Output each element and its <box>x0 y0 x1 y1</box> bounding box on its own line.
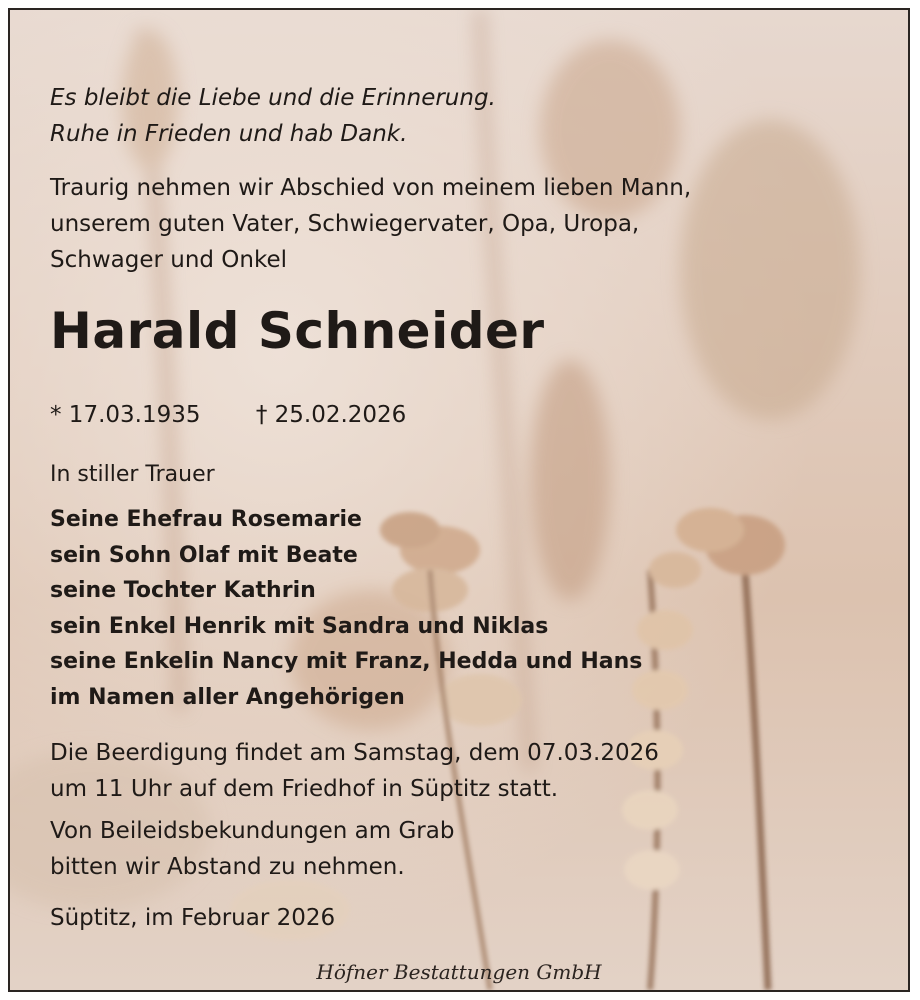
funeral-notice <box>50 735 659 807</box>
family-list <box>50 502 642 715</box>
motto <box>50 80 496 152</box>
funeral-line: Die Beerdigung findet am Samstag, dem 07.03.2026 <box>50 740 659 766</box>
birth-date: * 17.03.1935 <box>50 402 201 428</box>
farewell-intro <box>50 170 691 278</box>
family-member: Seine Ehefrau Rosemarie <box>50 507 362 532</box>
intro-line: unserem guten Vater, Schwiegervater, Opa, Uropa, <box>50 211 640 237</box>
undertaker-signature: Höfner Bestattungen GmbH <box>316 960 602 984</box>
family-member: sein Sohn Olaf mit Beate <box>50 542 358 568</box>
motto-line: Ruhe in Frieden und hab Dank. <box>50 121 408 147</box>
condolence-note <box>50 813 454 885</box>
funeral-line: um 11 Uhr auf dem Friedhof in Süptitz statt. <box>50 776 559 802</box>
obituary-card <box>8 8 910 992</box>
place-date: Süptitz, im Februar 2026 <box>50 905 336 931</box>
intro-line: Schwager und Onkel <box>50 247 288 273</box>
condolence-line: Von Beileidsbekundungen am Grab <box>50 818 455 844</box>
condolence-line: bitten wir Abstand zu nehmen. <box>50 854 405 880</box>
deceased-name: Harald Schneider <box>50 302 545 360</box>
life-dates <box>50 400 406 430</box>
family-member: seine Tochter Kathrin <box>50 578 316 603</box>
family-member: seine Enkelin Nancy mit Franz, Hedda und Hans <box>50 649 643 674</box>
mourning-intro: In stiller Trauer <box>50 462 215 487</box>
family-member: im Namen aller Angehörigen <box>50 684 405 710</box>
family-member: sein Enkel Henrik mit Sandra und Niklas <box>50 613 549 639</box>
motto-line: Es bleibt die Liebe und die Erinnerung. <box>50 85 496 111</box>
intro-line: Traurig nehmen wir Abschied von meinem lieben Mann, <box>50 175 692 201</box>
death-date: † 25.02.2026 <box>255 402 407 428</box>
